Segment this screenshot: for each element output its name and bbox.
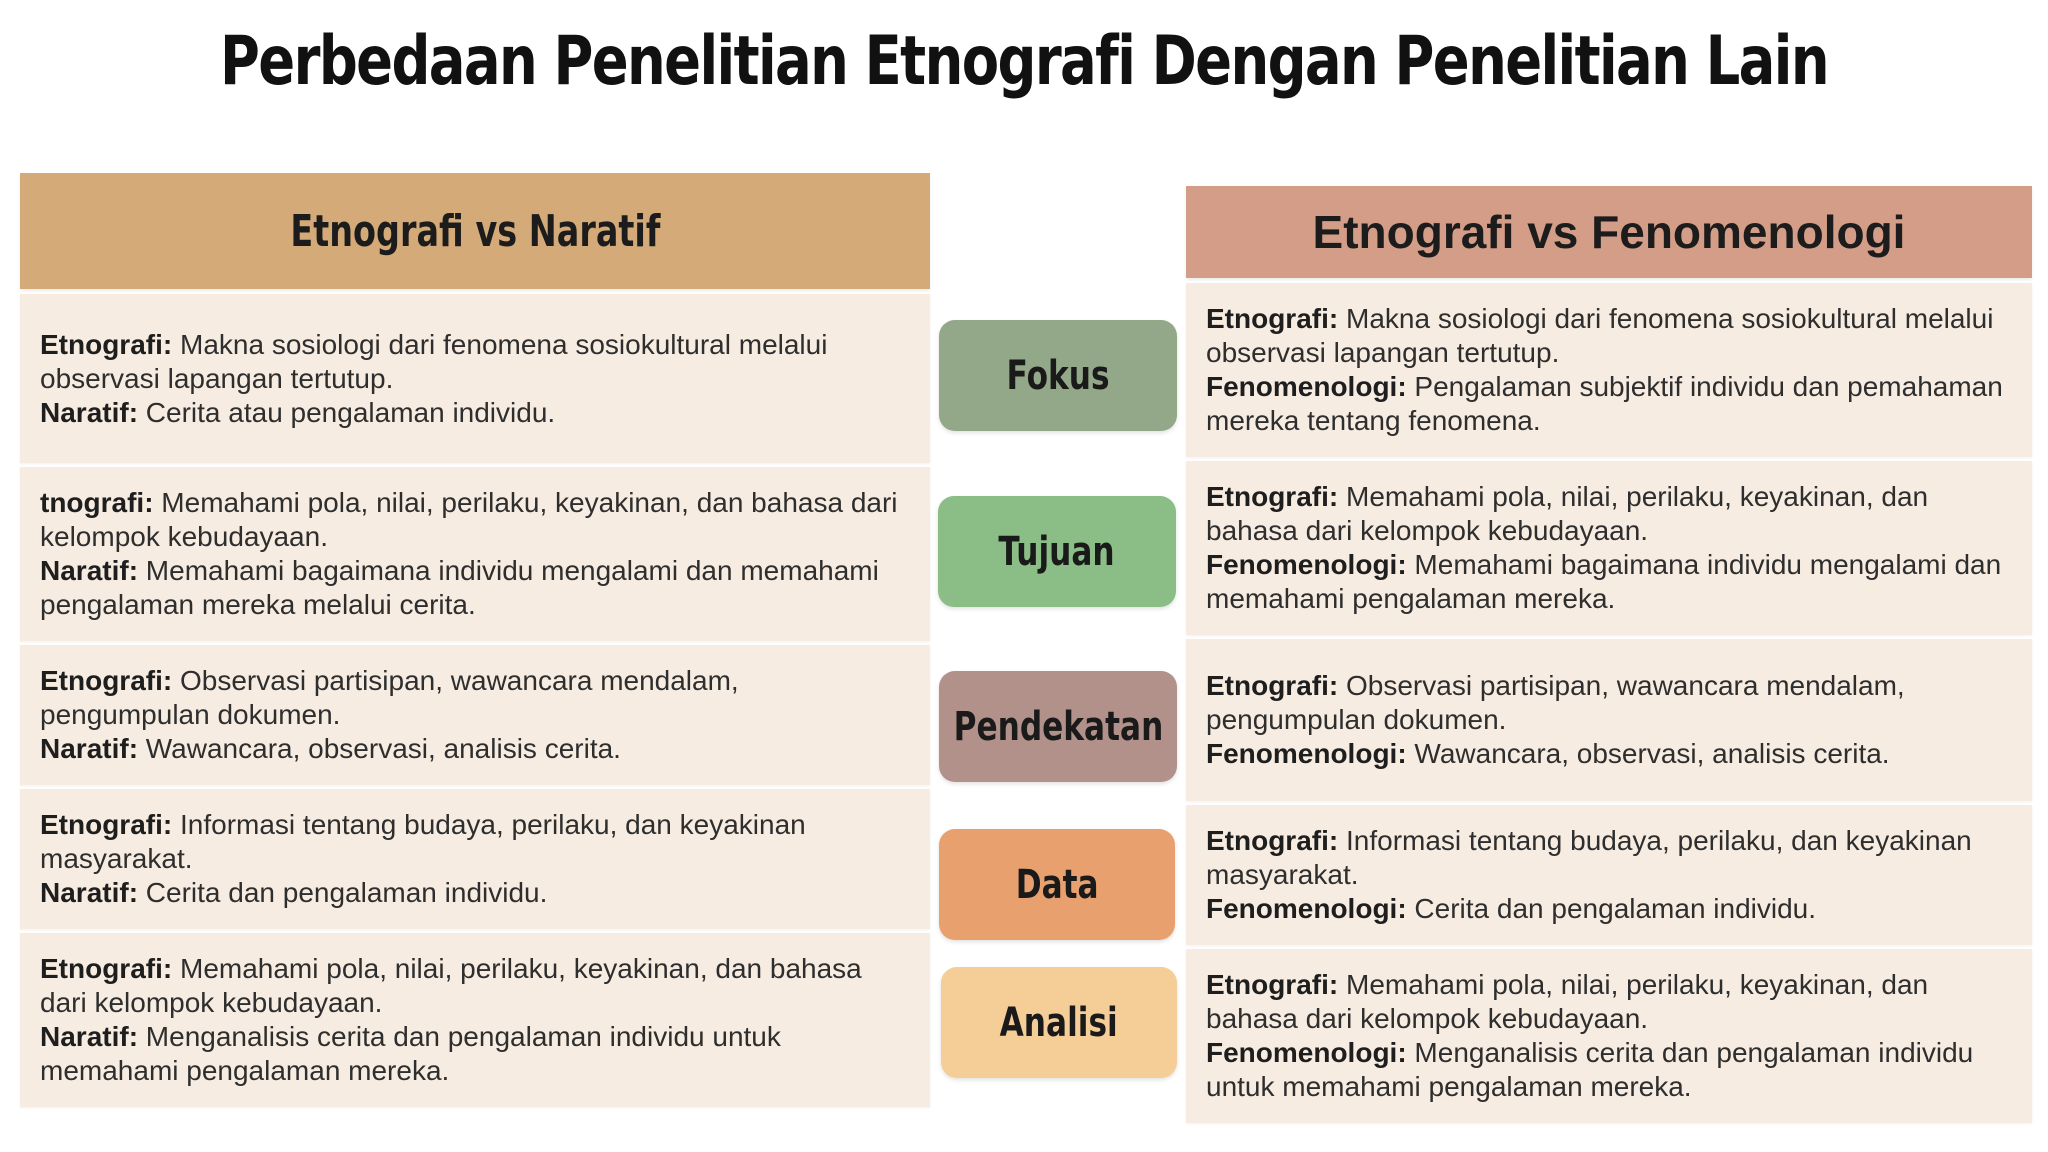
left-cell-analisi <box>20 933 930 1107</box>
term-text: Memahami pola, nilai, perilaku, keyakinan, dan bahasa dari kelompok kebudayaan. <box>40 487 898 552</box>
term-text: Cerita dan pengalaman individu. <box>1406 893 1817 924</box>
left-cell-pendekatan <box>20 645 930 785</box>
category-pill-fokus <box>939 320 1177 431</box>
term-label: Etnografi: <box>40 809 173 840</box>
term-label: Etnografi: <box>1206 969 1339 1000</box>
term-label: Naratif: <box>40 733 139 764</box>
left-column-header <box>20 173 930 289</box>
term-text: Observasi partisipan, wawancara mendalam, pengumpulan dokumen. <box>1206 670 1905 735</box>
term-text: Memahami bagaimana individu mengalami dan memahami pengalaman mereka melalui cerita. <box>40 555 879 620</box>
left-cell-tujuan <box>20 467 930 641</box>
term-text: Observasi partisipan, wawancara mendalam, pengumpulan dokumen. <box>40 665 739 730</box>
category-pill-pendekatan <box>939 671 1177 782</box>
category-pill-label: Fokus <box>1006 352 1110 399</box>
term-text: Makna sosiologi dari fenomena sosiokultural melalui observasi lapangan tertutup. <box>1206 303 1994 368</box>
term-label: Etnografi: <box>40 328 173 360</box>
right-column-header <box>1186 186 2032 278</box>
term-label: Etnografi: <box>40 953 173 984</box>
left-cell-fokus <box>20 294 930 463</box>
right-cell-tujuan <box>1186 461 2032 635</box>
left-cell-data <box>20 789 930 929</box>
term-label: Naratif: <box>40 396 139 428</box>
term-text: Memahami bagaimana individu mengalami dan memahami pengalaman mereka. <box>1206 549 2002 614</box>
term-label: Etnografi: <box>1206 303 1339 334</box>
term-text: Pengalaman subjektif individu dan pemahaman mereka tentang fenomena. <box>1206 371 2003 436</box>
term-text: Memahami pola, nilai, perilaku, keyakinan, dan bahasa dari kelompok kebudayaan. <box>40 953 862 1018</box>
term-text: Informasi tentang budaya, perilaku, dan keyakinan masyarakat. <box>1206 825 1972 890</box>
category-pill-data <box>939 829 1175 940</box>
right-cell-pendekatan <box>1186 639 2032 801</box>
right-cell-data <box>1186 805 2032 945</box>
term-text: Memahami pola, nilai, perilaku, keyakinan, dan bahasa dari kelompok kebudayaan. <box>1206 481 1929 546</box>
right-cell-analisi <box>1186 949 2032 1123</box>
term-label: Naratif: <box>40 1021 139 1052</box>
term-text: Memahami pola, nilai, perilaku, keyakinan, dan bahasa dari kelompok kebudayaan. <box>1206 969 1929 1034</box>
term-label: Fenomenologi: <box>1206 549 1407 580</box>
term-label: Etnografi: <box>40 665 173 696</box>
category-pill-label: Tujuan <box>998 528 1116 575</box>
right-cell-fokus <box>1186 283 2032 457</box>
term-label: Fenomenologi: <box>1206 1037 1407 1068</box>
term-label: Naratif: <box>40 877 139 908</box>
category-pill-analisi <box>941 967 1177 1078</box>
category-pill-label: Analisi <box>999 999 1119 1046</box>
term-text: Cerita atau pengalaman individu. <box>138 396 556 428</box>
term-label: Fenomenologi: <box>1206 371 1407 402</box>
term-label: Naratif: <box>40 555 139 586</box>
term-text: Informasi tentang budaya, perilaku, dan keyakinan masyarakat. <box>40 809 806 874</box>
term-label: Fenomenologi: <box>1206 738 1407 769</box>
term-label: Etnografi: <box>1206 481 1339 512</box>
left-column-header-label: Etnografi vs Naratif <box>289 205 660 257</box>
category-pill-tujuan <box>938 496 1176 607</box>
term-label: Etnografi: <box>1206 670 1339 701</box>
term-text: Wawancara, observasi, analisis cerita. <box>1406 738 1890 769</box>
right-column-header-label: Etnografi vs Fenomenologi <box>1312 206 1906 258</box>
term-text: Makna sosiologi dari fenomena sosiokultural melalui observasi lapangan tertutup. <box>40 328 828 394</box>
page-title: Perbedaan Penelitian Etnografi Dengan Penelitian Lain <box>220 22 1828 101</box>
term-text: Cerita dan pengalaman individu. <box>138 877 548 908</box>
term-label: Fenomenologi: <box>1206 893 1407 924</box>
term-text: Menganalisis cerita dan pengalaman individu untuk memahami pengalaman mereka. <box>40 1021 781 1086</box>
category-pill-label: Pendekatan <box>953 703 1163 750</box>
term-text: Wawancara, observasi, analisis cerita. <box>138 733 621 764</box>
term-label: tnografi: <box>40 487 154 518</box>
term-text: Menganalisis cerita dan pengalaman individu untuk memahami pengalaman mereka. <box>1206 1037 1974 1102</box>
term-label: Etnografi: <box>1206 825 1339 856</box>
category-pill-label: Data <box>1015 861 1099 908</box>
